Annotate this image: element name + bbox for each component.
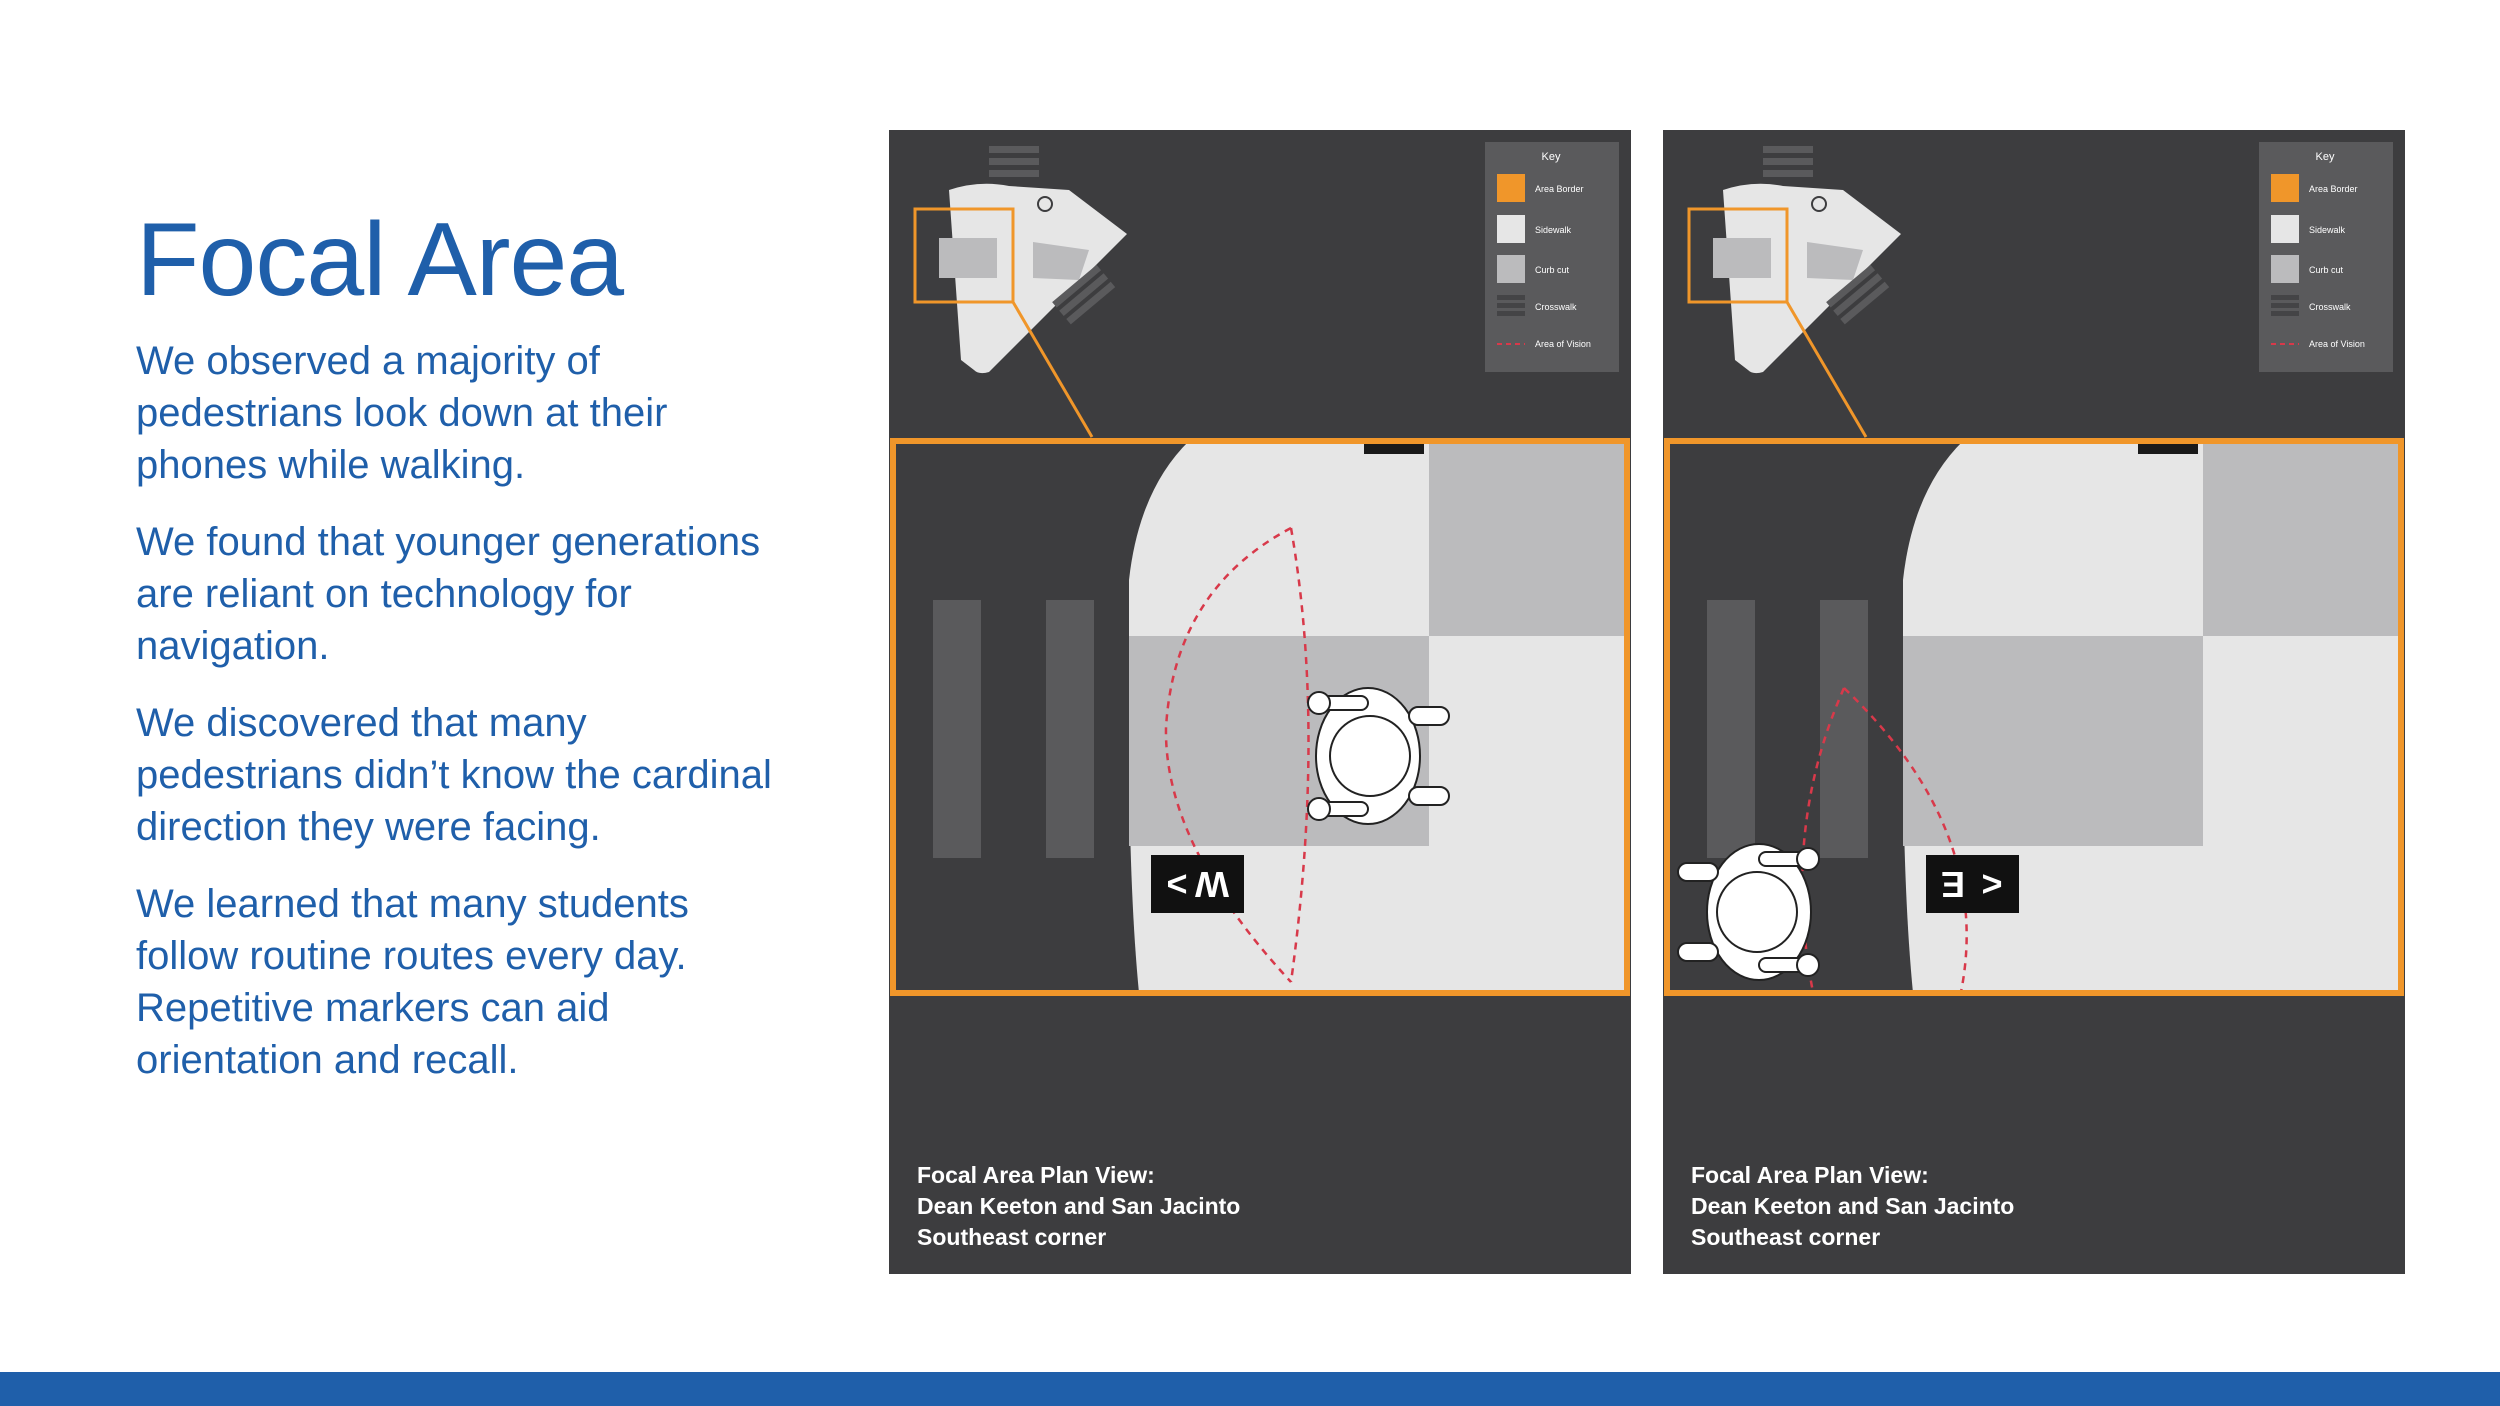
map-key [2259,142,2393,372]
caption-location: Dean Keeton and San Jacinto [917,1193,1241,1219]
key-swatch-sidewalk [2271,215,2299,243]
map-key [1485,142,1619,372]
plan-view-panel-east [1663,130,2405,1274]
crosswalk-stripe [989,146,1039,153]
crosswalk-stripe [989,158,1039,165]
direction-label: E [1940,864,1966,905]
caption-location: Dean Keeton and San Jacinto [1691,1193,2015,1219]
focal-area-detail [893,441,1627,993]
key-swatch-sidewalk [1497,215,1525,243]
minimap-curb-cut [939,238,997,278]
key-label: Area Border [1535,184,1584,194]
crosswalk-stripe [1763,170,1813,177]
finding-routine-routes: We learned that many students follow routine routes every day. Repetitive markers can aid orientation and recall. [136,882,689,1082]
key-swatch-crosswalk [2271,295,2299,300]
page-title: Focal Area [136,201,624,318]
key-label: Sidewalk [2309,225,2346,235]
key-swatch-area-border [2271,174,2299,202]
key-label: Sidewalk [1535,225,1572,235]
crosswalk-stripe [1763,158,1813,165]
key-title: Key [2315,151,2335,163]
direction-arrow: > [1981,863,2003,904]
key-label: Curb cut [1535,265,1570,275]
finding-phones: We observed a majority of pedestrians look down at their phones while walking. [136,339,668,487]
key-swatch-curb-cut [2271,255,2299,283]
key-label: Area Border [2309,184,2358,194]
direction-label: W [1195,864,1229,905]
crosswalk-stripe [1763,146,1813,153]
key-swatch-curb-cut [1497,255,1525,283]
key-label: Crosswalk [2309,302,2351,312]
crosswalk-stripe [1046,600,1094,858]
caption-title: Focal Area Plan View: [917,1162,1155,1188]
direction-sign [1151,855,1244,913]
finding-technology: We found that younger generations are reliant on technology for navigation. [136,520,761,668]
key-label: Crosswalk [1535,302,1577,312]
crosswalk-stripe [1707,600,1755,858]
crosswalk-stripe [933,600,981,858]
focal-area-detail [1667,441,2401,993]
findings-list [136,335,776,1111]
plan-view-diagram [1663,130,2405,1274]
key-label: Area of Vision [2309,339,2365,349]
footer-bar [0,1372,2500,1406]
curb-cut [1429,441,1627,636]
key-swatch-area-border [1497,174,1525,202]
minimap-curb-cut [1713,238,1771,278]
curb-cut [2203,441,2401,636]
caption-title: Focal Area Plan View: [1691,1162,1929,1188]
panel-caption [917,1160,1240,1253]
panel-caption [1691,1160,2014,1253]
caption-corner: Southeast corner [1691,1224,1881,1250]
direction-arrow: < [1166,863,1188,904]
finding-cardinal-direction: We discovered that many pedestrians didn’t know the cardinal direction they were facing. [136,701,772,849]
key-label: Area of Vision [1535,339,1591,349]
curb-cut [1903,636,2203,846]
crosswalk-stripe [989,170,1039,177]
key-swatch-crosswalk [1497,295,1525,300]
plan-view-panel-west [889,130,1631,1274]
plan-view-diagram [889,130,1631,1274]
key-label: Curb cut [2309,265,2344,275]
caption-corner: Southeast corner [917,1224,1107,1250]
direction-sign [1926,855,2019,913]
key-title: Key [1541,151,1561,163]
